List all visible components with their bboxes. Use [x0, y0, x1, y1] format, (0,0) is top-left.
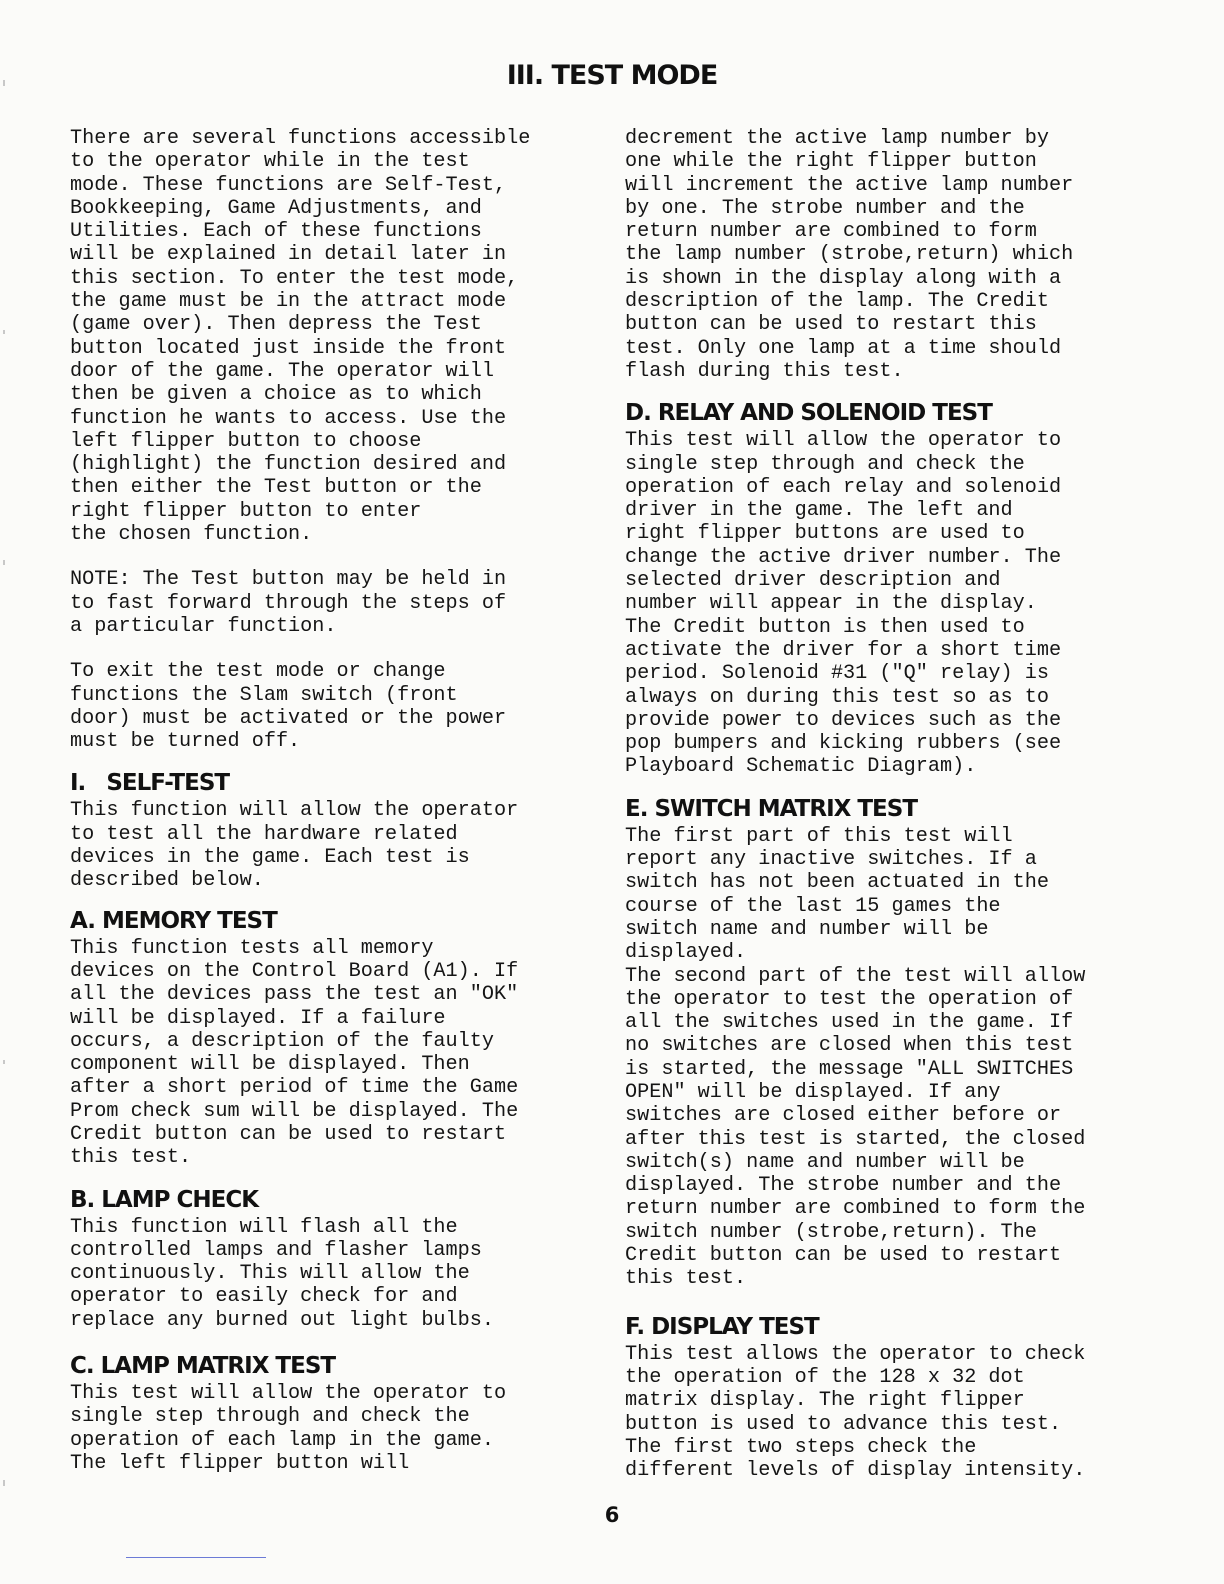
scan-edge-mark — [3, 560, 5, 565]
left-column — [70, 127, 610, 1475]
right-column — [625, 127, 1170, 1482]
section-heading-lamp-check: B. LAMP CHECK — [70, 1186, 259, 1213]
intro-paragraph: There are several functions accessible to the operator while in the test mode. These functions are Self-Test, Bookkeeping, Game Adjustments, and Utilities. Each of these functions will be explained in detail later in this section. To enter the test mode, the game must be in the attract mode (game over). Then depress the Test button located just inside the front door of the game. The operator will then be given a choice as to which function he wants to access. Use the left flipper button to choose (highlight) the function desired and then either the Test button or the right flipper button to enter the chosen function. — [70, 127, 531, 547]
section-heading-self-test: I. SELF-TEST — [70, 770, 230, 797]
lamp-matrix-test-body: This test will allow the operator to single step through and check the operation of each lamp in the game. The left flipper button will — [70, 1382, 507, 1475]
lamp-matrix-continued: decrement the active lamp number by one while the right flipper button will increment the active lamp number by one. The strobe number and the return number are combined to form the lamp number (strobe,return) which is shown in the display along with a description of the lamp. The Credit button can be used to restart this test. Only one lamp at a time should flash during this test. — [625, 127, 1074, 383]
page-title: III. TEST MODE — [506, 60, 718, 91]
section-heading-memory-test: A. MEMORY TEST — [70, 907, 277, 934]
section-heading-display-test: F. DISPLAY TEST — [625, 1313, 819, 1340]
self-test-body: This function will allow the operator to test all the hardware related devices in the game. Each test is described below. — [70, 799, 519, 893]
lamp-check-body: This function will flash all the controlled lamps and flasher lamps continuously. This will allow the operator to easily check for and replace any burned out light bulbs. — [70, 1215, 495, 1332]
scan-edge-mark — [3, 330, 5, 334]
switch-matrix-test-body: The first part of this test will report any inactive switches. If a switch has not been actuated in the course of the last 15 games the switch name and number will be displayed. The second part of the test will allow the operator to test the operation of all the switches used in the game. If no switches are closed when this test is started, the message "ALL SWITCHES OPEN" will be displayed. If any switches are closed either before or after this test is started, the closed switch(s) name and number will be displayed. The strobe number and the return number are combined to form the switch number (strobe,return). The Credit button can be used to restart this test. — [625, 824, 1086, 1291]
section-heading-lamp-matrix-test: C. LAMP MATRIX TEST — [70, 1353, 336, 1380]
section-heading-switch-matrix-test: E. SWITCH MATRIX TEST — [625, 795, 918, 822]
bottom-rule — [126, 1557, 266, 1558]
relay-solenoid-test-body: This test will allow the operator to single step through and check the operation of each relay and solenoid driver in the game. The left and right flipper buttons are used to change the active driver number. The selected driver description and number will appear in the display. The Credit button is then used to activate the driver for a short time period. Solenoid #31 ("Q" relay) is always on during this test so as to provide power to devices such as the pop bumpers and kicking rubbers (see Playboard Schematic Diagram). — [625, 429, 1062, 779]
exit-paragraph: To exit the test mode or change functions the Slam switch (front door) must be activated or the power must be turned off. — [70, 660, 507, 754]
section-heading-relay-solenoid-test: D. RELAY AND SOLENOID TEST — [625, 400, 992, 427]
note-paragraph: NOTE: The Test button may be held in to fast forward through the steps of a particular function. — [70, 568, 507, 638]
display-test-body: This test allows the operator to check the operation of the 128 x 32 dot matrix display. The right flipper button is used to advance this test. The first two steps check the different levels of display intensity. — [625, 1342, 1086, 1483]
memory-test-body: This function tests all memory devices on the Control Board (A1). If all the devices pass the test an "OK" will be displayed. If a failure occurs, a description of the faulty component will be displayed. Then after a short period of time the Game Prom check sum will be displayed. The Credit button can be used to restart this test. — [70, 936, 519, 1170]
scan-edge-mark — [3, 1480, 5, 1486]
scan-edge-mark — [3, 1060, 5, 1064]
page-number: 6 — [604, 1503, 620, 1527]
